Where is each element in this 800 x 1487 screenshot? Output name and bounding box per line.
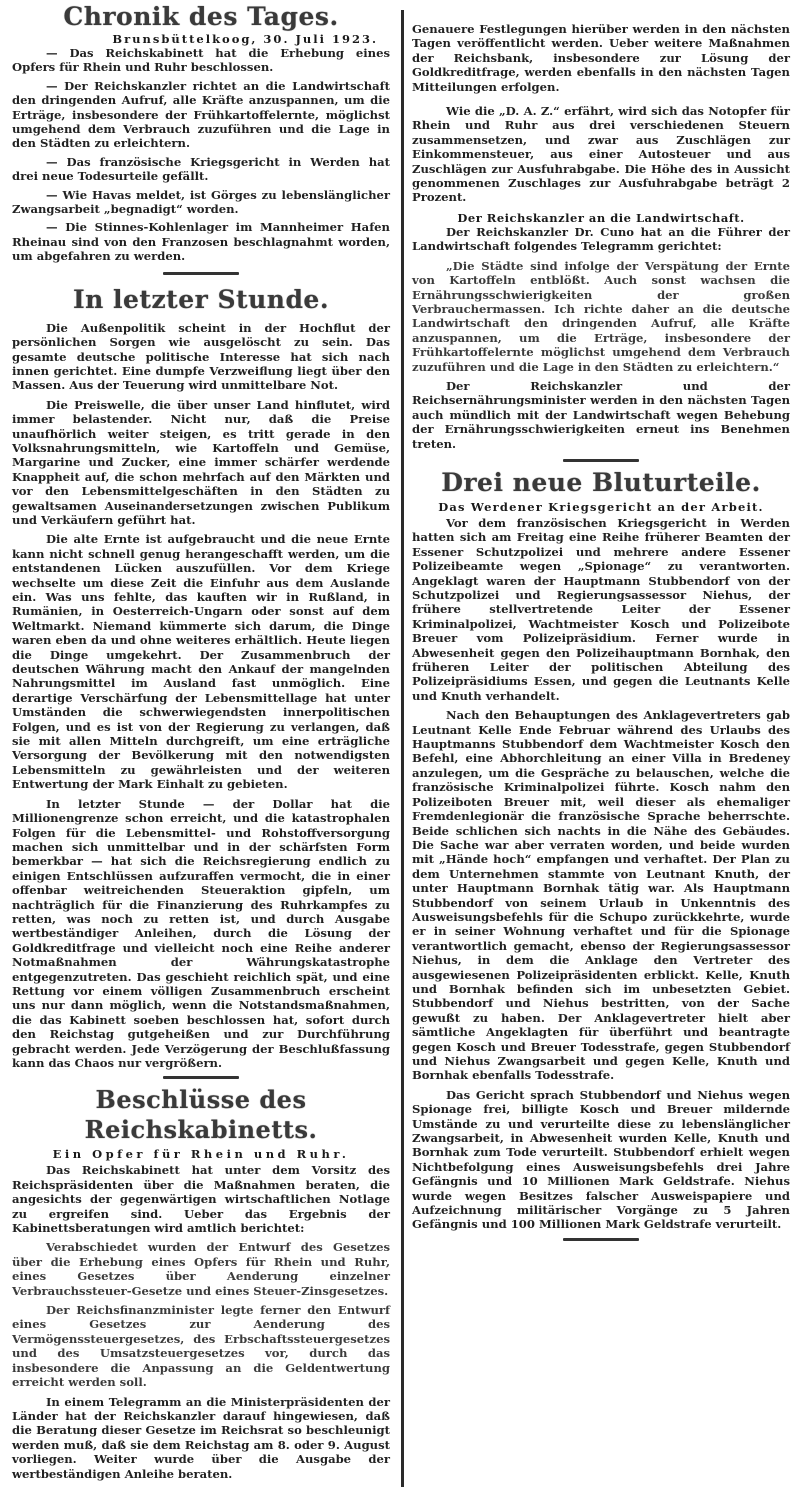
- article-paragraph: Der Reichskanzler und der Reichsernährungsminister werden in den nächsten Tagen auch mündlich mit der Landwirtschaft wegen Behebung der Ernährungsschwierigkeiten erneut ins Benehmen treten.: [412, 378, 790, 451]
- article-paragraph: Die Preiswelle, die über unser Land hinflutet, wird immer belastender. Nicht nur, daß die Preise unaufhörlich weiter steigen, es tritt gerade in den Volksnahrungsmitteln, wie Kartoffeln und Gemüse, Margarine und Zucker, eine immer schärfer werdende Knappheit auf, die schon mehrfach auf den Märkten und vor den Lebensmittelgeschäften in den Städten zu gewaltsamen Auseinandersetzungen zwischen Publikum und Verkäufern geführt hat.: [12, 397, 390, 527]
- headline-beschluesse: Beschlüsse des Reichskabinetts.: [84, 1085, 318, 1145]
- section-rule: [163, 1076, 239, 1079]
- section-bluturteile: [412, 468, 790, 1232]
- article-paragraph: Genauere Festlegungen hierüber werden in den nächsten Tagen veröffentlicht werden. Ueber weitere Maßnahmen der Reichsbank, insbesondere zur Lösung der Goldkreditfrage, werden ebenfalls in den nächsten Tagen Mitteilungen erfolgen.: [412, 22, 790, 94]
- chronik-item: — Das Reichskabinett hat die Erhebung eines Opfers für Rhein und Ruhr beschlossen.: [12, 46, 390, 75]
- article-paragraph: Das Reichskabinett hat unter dem Vorsitz des Reichspräsidenten über die Maßnahmen beraten, die angesichts der gegenwärtigen wirtschaftlichen Notlage zu ergreifen sind. Ueber das Ergebnis der Kabinettsberatungen wird amtlich berichtet:: [12, 1163, 390, 1236]
- section-rule: [163, 272, 239, 275]
- article-paragraph: Der Reichsfinanzminister legte ferner den Entwurf eines Gesetzes zur Aenderung des Vermögenssteuergesetzes, des Erbschaftssteuergesetzes und des Umsatzsteuergesetzes vor, durch das insbesondere die Anpassung an die Geldentwertung erreicht werden soll.: [12, 1303, 390, 1390]
- chronik-item: — Wie Havas meldet, ist Görges zu lebenslänglicher Zwangsarbeit „begnadigt“ worden.: [12, 187, 390, 217]
- subheadline-opfer: Ein Opfer für Rhein und Ruhr.: [52, 1147, 350, 1162]
- chronik-item: — Das französische Kriegsgericht in Werden hat drei neue Todesurteile gefällt.: [12, 154, 390, 184]
- article-paragraph: Nach den Behauptungen des Anklagevertreters gab Leutnant Kelle Ende Februar während des Urlaubs des Hauptmanns Stubbendorf dem Wachtmeister Kosch den Befehl, eine Abhorchleitung an einer Villa in Bredeney anzulegen, um die Gespräche zu belauschen, welche die französische Kriminalpolizei führte. Kosch nahm den Polizeiboten Breuer mit, weil dieser als ehemaliger Fremdenlegionär die französische Sprache beherrschte. Beide schlichen sich nachts in die Nähe des Gebäudes. Die Sache war aber verraten worden, und beide wurden mit „Hände hoch“ empfangen und verhaftet. Der Plan zu dem Unternehmen stammte von Leutnant Knuth, der unter Hauptmann Bornhak tätig war. Als Hauptmann Stubbendorf von seinem Urlaub in Unkenntnis des Ausweisungsbefehls für die Schupo zurückkehrte, wurde er in seiner Wohnung verhaftet und für die Spionage verantwortlich gemacht, ebenso der Regierungsassessor Niehus, in dem die Anklage den Vertreter des ausgewiesenen Polizeipräsidenten erblickt. Kelle, Knuth und Bornhak befinden sich im unbesetzten Gebiet. Stubbendorf und Niehus bestritten, von der Sache gewußt zu haben. Der Anklagevertreter hielt aber sämtliche Angeklagten für überführt und beantragte gegen Kosch und Breuer Todesstrafe, gegen Stubbendorf und Niehus Zwangsarbeit und gegen Kelle, Knuth und Bornhak ebenfalls Todesstrafe.: [412, 708, 790, 1083]
- dateline: Brunsbüttelkoog, 30. Juli 1923.: [112, 32, 378, 46]
- chronik-item: — Der Reichskanzler richtet an die Landwirtschaft den dringenden Aufruf, alle Kräfte anzuspannen, um die Erträge, insbesondere der Frühkartoffelernte, möglichst umgehend dem Verbrauch zuzuführen und die Lage in den Städten zu erleichtern.: [12, 78, 390, 151]
- article-paragraph: Die Außenpolitik scheint in der Hochflut der persönlichen Sorgen wie ausgelöscht zu sein. Das gesamte deutsche politische Interesse hat sich nach innen gerichtet. Eine dumpfe Verzweiflung liegt über den Massen. Aus der Teuerung wird unmittelbare Not.: [12, 320, 390, 393]
- article-paragraph: Die alte Ernte ist aufgebraucht und die neue Ernte kann nicht schnell genug herangeschafft werden, um die entstandenen Lücken auszufüllen. Vor dem Kriege wechselte um diese Zeit die Einfuhr aus dem Auslande ein. Was uns fehlte, das kauften wir in Rußland, in Rumänien, in Oesterreich-Ungarn oder sonst auf dem Weltmarkt. Niemand kümmerte sich darum, die Dinge waren eben da und ohne weiteres erhältlich. Heute liegen die Dinge umgekehrt. Der Zusammenbruch der deutschen Währung macht den Ankauf der mangelnden Nahrungsmittel im Ausland fast unmöglich. Eine derartige Verschärfung der Lebensmittellage hat unter Umständen die schwerwiegendsten innerpolitischen Folgen, und es ist von der Regierung zu verlangen, daß sie mit allen Mitteln durchgreift, um eine erträgliche Versorgung der Bevölkerung mit den notwendigsten Lebensmitteln zu gewährleisten und der weiteren Entwertung der Mark Einhalt zu gebieten.: [12, 532, 390, 792]
- section-rule: [563, 459, 639, 462]
- telegram-quote: „Die Städte sind infolge der Verspätung der Ernte von Kartoffeln entblößt. Auch sonst wachsen die Ernährungsschwierigkeiten der großen Verbrauchermassen. Ich richte daher an die deutsche Landwirtschaft den dringenden Aufruf, alle Kräfte anzuspannen, um die Erträge, insbesondere der Frühkartoffelernte möglichst umgehend dem Verbrauch zuzuführen und die Lage in den Städten zu erleichtern.“: [412, 258, 790, 374]
- section-kanzler: [412, 211, 790, 451]
- subheadline-kriegsgericht: Das Werdener Kriegsgericht an der Arbeit.: [438, 499, 764, 514]
- article-paragraph: Das Gericht sprach Stubbendorf und Niehus wegen Spionage frei, billigte Kosch und Breuer mildernde Umstände zu und verurteilte diese zu lebenslänglicher Zwangsarbeit, in Abwesenheit wurden Kelle, Knuth und Bornhak zum Tode verurteilt. Stubbendorf erhielt wegen Nichtbefolgung eines Ausweisungsbefehls drei Jahre Gefängnis und 10 Millionen Mark Geldstrafe. Niehus wurde wegen Besitzes falscher Ausweispapiere und Aufzeichnung militärischer Vorgänge zu 5 Jahren Gefängnis und 100 Millionen Mark Geldstrafe verurteilt.: [412, 1087, 790, 1232]
- article-paragraph: Vor dem französischen Kriegsgericht in Werden hatten sich am Freitag eine Reihe früherer Beamten der Essener Schutzpolizei und mehrere andere Essener Polizeibeamte wegen „Spionage“ zu verantworten. Angeklagt waren der Hauptmann Stubbendorf von der Schutzpolizei und Regierungsassessor Niehus, der frühere stellvertretende Leiter der Essener Kriminalpolizei, Wachtmeister Kosch und Polizeibote Breuer vom Polizeipräsidium. Ferner wurde in Abwesenheit gegen den Polizeihauptmann Bornhak, den früheren Leiter der politischen Abteilung des Polizeipräsidiums Essen, und gegen die Leutnants Kelle und Knuth verhandelt.: [412, 515, 790, 703]
- headline-chronik: Chronik des Tages.: [63, 2, 339, 31]
- column-divider: [401, 10, 404, 1487]
- section-letzte-stunde: [12, 285, 390, 1071]
- right-column: [412, 0, 790, 1241]
- article-paragraph: Verabschiedet wurden der Entwurf des Gesetzes über die Erhebung eines Opfers für Rhein und Ruhr, eines Gesetzes über Aenderung einzelner Verbrauchssteuer-Gesetze und eines Steuer-Zinsgesetzes.: [12, 1240, 390, 1298]
- article-paragraph: In einem Telegramm an die Ministerpräsidenten der Länder hat der Reichskanzler darauf hingewiesen, daß die Beratung dieser Gesetze im Reichsrat so beschleunigt werden muß, daß sie dem Reichstag am 8. oder 9. August vorliegen. Weiter wurde über die Ausgabe der wertbeständigen Anleihe beraten.: [12, 1394, 390, 1481]
- headline-bluturteile: Drei neue Bluturteile.: [441, 467, 761, 497]
- article-paragraph: Wie die „D. A. Z.“ erfährt, wird sich das Notopfer für Rhein und Ruhr aus drei verschiedenen Steuern zusammensetzen, und zwar aus Zuschlägen zur Einkommensteuer, aus einer Autosteuer und aus Zuschlägen zur Ausfuhrabgabe. Die Höhe des in Aussicht genommenen Zuschlages zur Ausfuhrabgabe beträgt 2 Prozent.: [412, 104, 790, 205]
- section-chronik: [12, 2, 390, 264]
- left-column: [12, 0, 390, 1486]
- section-beschluesse-continued: [412, 22, 790, 205]
- section-beschluesse: [12, 1085, 390, 1481]
- section-rule: [563, 1238, 639, 1241]
- article-paragraph: Der Reichskanzler Dr. Cuno hat an die Führer der Landwirtschaft folgendes Telegramm gerichtet:: [412, 224, 790, 254]
- subheadline-kanzler: Der Reichskanzler an die Landwirtschaft.: [457, 210, 745, 225]
- chronik-item: — Die Stinnes-Kohlenlager im Mannheimer Hafen Rheinau sind von den Franzosen beschlagnahmt worden, um abgefahren zu werden.: [12, 220, 390, 264]
- article-paragraph: In letzter Stunde — der Dollar hat die Millionengrenze schon erreicht, und die katastrophalen Folgen für die Lebensmittel- und Rohstoffversorgung machen sich unmittelbar und in der schärfsten Form bemerkbar — hat sich die Reichsregierung endlich zu einigen Entschlüssen aufzuraffen vermocht, die in einer offenbar weitreichenden Steueraktion gipfeln, um nachträglich für die Finanzierung des Ruhrkampfes zu retten, was noch zu retten ist, und durch Ausgabe wertbeständiger Anleihen, durch die Lösung der Goldkreditfrage und vielleicht noch eine Reihe anderer Notmaßnahmen der Währungskatastrophe entgegenzutreten. Das geschieht reichlich spät, und eine Rettung vor einem völligen Zusammenbruch erscheint uns nur dann möglich, wenn die Notstandsmaßnahmen, die das Kabinett soeben beschlossen hat, sofort durch den Reichstag gutgeheißen und zur Durchführung gebracht werden. Jede Verzögerung der Beschlußfassung kann das Chaos nur vergrößern.: [12, 796, 390, 1070]
- headline-letzte-stunde: In letzter Stunde.: [72, 284, 330, 314]
